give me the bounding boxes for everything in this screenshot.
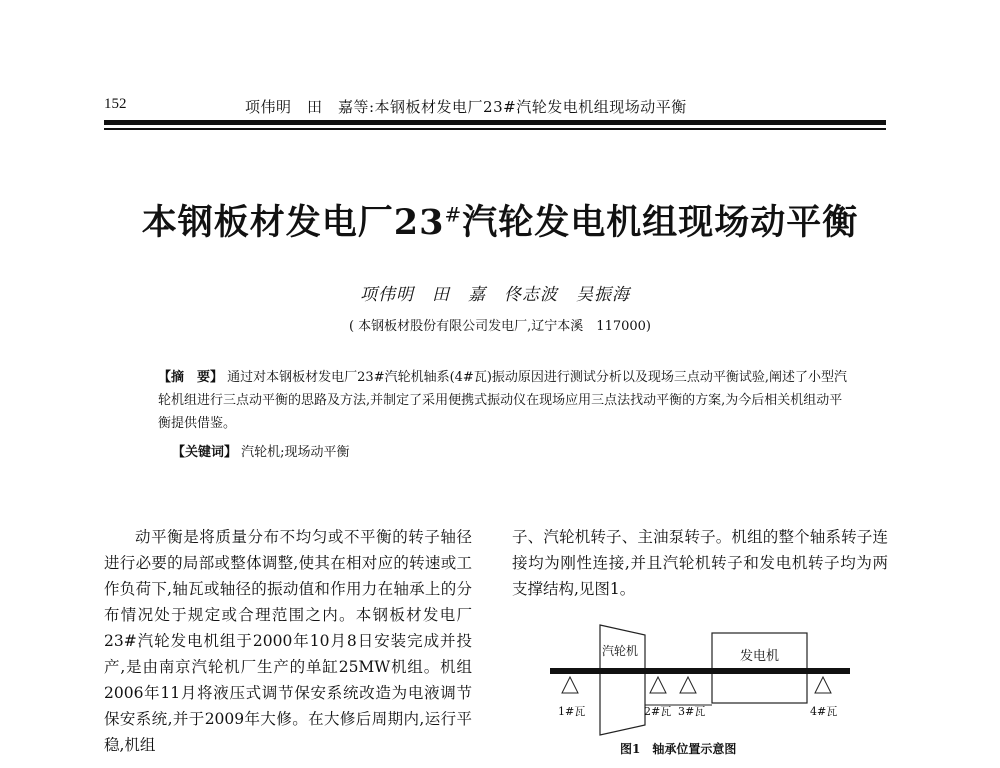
turbine-shape xyxy=(600,625,645,735)
bearing-2-icon xyxy=(650,677,666,693)
title-rest: 汽轮发电机组现场动平衡 xyxy=(462,202,859,243)
abstract-text: 通过对本钢板材发电厂23#汽轮机轴系(4#瓦)振动原因进行测试分析以及现场三点动平衡试验,阐述了小型汽轮机组进行三点动平衡的思路及方法,并制定了采用便携式振动仪在现场应用三点法找动平衡的方案,为今后相关机组动平衡提供借鉴。 xyxy=(158,370,848,431)
keywords xyxy=(172,441,350,460)
right-paragraph: 子、汽轮机转子、主油泵转子。机组的整个轴系转子连接均为刚性连接,并且汽轮机转子和发电机转子均为两支撑结构,见图1。 xyxy=(512,528,888,598)
body-right-column xyxy=(512,524,888,602)
article-title xyxy=(0,195,1000,245)
abstract xyxy=(158,366,848,435)
keywords-label: 【关键词】 xyxy=(172,445,238,460)
abstract-label: 【摘 要】 xyxy=(158,370,224,385)
left-paragraph: 动平衡是将质量分布不均匀或不平衡的转子轴径进行必要的局部或整体调整,使其在相对应的转速或工作负荷下,轴瓦或轴径的振动值和作用力在轴承上的分布情况处于规定或合理范围之内。本钢板材发电厂23#汽轮发电机组于2000年10月8日安装完成并投产,是由南京汽轮机厂生产的单缸25MW机组。机组2006年11月将液压式调节保安系统改造为电液调节保安系统,并于2009年大修。在大修后周期内,运行平稳,机组 xyxy=(104,528,472,754)
author-list: 项伟明 田 嘉 佟志波 吴振海 xyxy=(360,285,630,305)
figure-caption: 图1 轴承位置示意图 xyxy=(620,742,737,756)
running-header: 项伟明 田 嘉等:本钢板材发电厂23#汽轮发电机组现场动平衡 xyxy=(245,98,687,116)
bearing-3-label: 3#瓦 xyxy=(678,705,706,718)
title-sup: # xyxy=(444,202,463,227)
title-main: 本钢板材发电厂23 xyxy=(141,202,445,243)
bearing-4-label: 4#瓦 xyxy=(810,705,838,718)
bearing-1-icon xyxy=(562,677,578,693)
bearing-3-icon xyxy=(680,677,696,693)
bearing-1-label: 1#瓦 xyxy=(558,705,586,718)
body-left-column xyxy=(104,524,472,758)
header-rule-thick xyxy=(104,120,886,125)
affiliation: ( 本钢板材股份有限公司发电厂,辽宁本溪 117000) xyxy=(348,319,652,334)
page-number: 152 xyxy=(104,96,127,112)
header-rule-thin xyxy=(104,128,886,130)
generator-label: 发电机 xyxy=(740,649,780,664)
turbine-label: 汽轮机 xyxy=(602,644,639,658)
keywords-text: 汽轮机;现场动平衡 xyxy=(241,445,350,460)
bearing-4-icon xyxy=(815,677,831,693)
shaft xyxy=(550,668,850,674)
bearing-2-label: 2#瓦 xyxy=(644,705,672,718)
